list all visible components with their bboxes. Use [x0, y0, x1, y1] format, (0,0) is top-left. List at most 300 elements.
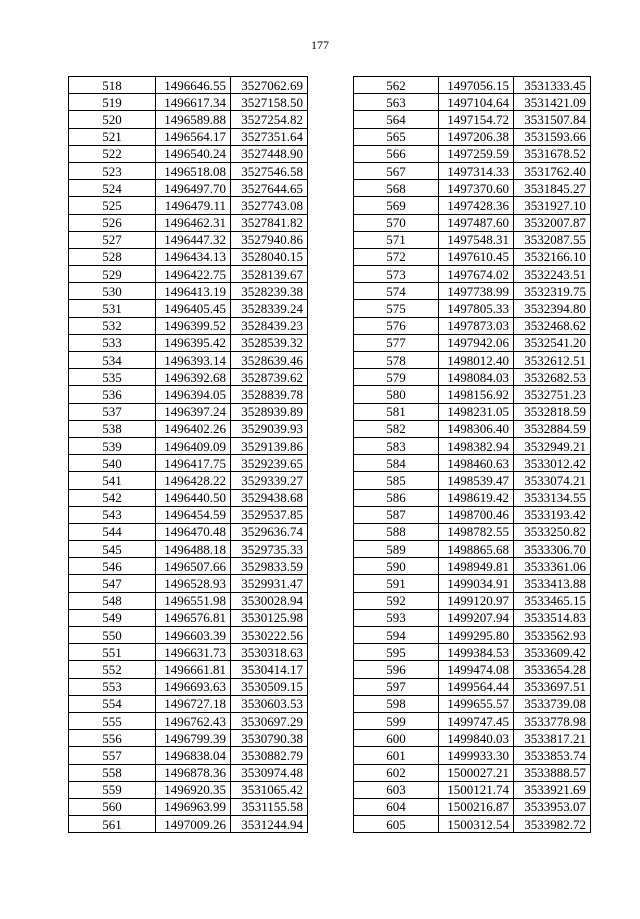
y-coordinate-cell: 3528739.62 — [231, 369, 308, 386]
y-coordinate-cell: 3533982.72 — [514, 816, 591, 833]
x-coordinate-cell: 1496392.68 — [156, 369, 231, 386]
y-coordinate-cell: 3530974.48 — [231, 764, 308, 781]
y-coordinate-cell: 3528239.38 — [231, 283, 308, 300]
x-coordinate-cell: 1498539.47 — [439, 472, 514, 489]
point-number-cell: 541 — [69, 472, 156, 489]
table-row — [354, 128, 591, 145]
x-coordinate-cell: 1499655.57 — [439, 695, 514, 712]
point-number-cell: 574 — [354, 283, 439, 300]
point-number-cell: 601 — [354, 747, 439, 764]
point-number-cell: 548 — [69, 592, 156, 609]
table-row — [69, 712, 308, 729]
point-number-cell: 563 — [354, 94, 439, 111]
y-coordinate-cell: 3531333.45 — [514, 77, 591, 94]
point-number-cell: 531 — [69, 300, 156, 317]
table-row — [69, 162, 308, 179]
coordinates-table-right — [353, 76, 591, 833]
point-number-cell: 542 — [69, 489, 156, 506]
point-number-cell: 586 — [354, 489, 439, 506]
table-row — [69, 523, 308, 540]
point-number-cell: 598 — [354, 695, 439, 712]
x-coordinate-cell: 1496646.55 — [156, 77, 231, 94]
point-number-cell: 549 — [69, 609, 156, 626]
point-number-cell: 593 — [354, 609, 439, 626]
point-number-cell: 581 — [354, 403, 439, 420]
x-coordinate-cell: 1496661.81 — [156, 661, 231, 678]
table-row — [69, 747, 308, 764]
table-row — [354, 386, 591, 403]
x-coordinate-cell: 1497206.38 — [439, 128, 514, 145]
x-coordinate-cell: 1496518.08 — [156, 162, 231, 179]
x-coordinate-cell: 1498231.05 — [439, 403, 514, 420]
y-coordinate-cell: 3533012.42 — [514, 455, 591, 472]
x-coordinate-cell: 1499384.53 — [439, 644, 514, 661]
table-row — [69, 77, 308, 94]
x-coordinate-cell: 1496878.36 — [156, 764, 231, 781]
y-coordinate-cell: 3530603.53 — [231, 695, 308, 712]
point-number-cell: 566 — [354, 145, 439, 162]
point-number-cell: 556 — [69, 730, 156, 747]
y-coordinate-cell: 3532884.59 — [514, 420, 591, 437]
table-row — [354, 334, 591, 351]
x-coordinate-cell: 1497610.45 — [439, 248, 514, 265]
y-coordinate-cell: 3528939.89 — [231, 403, 308, 420]
x-coordinate-cell: 1496551.98 — [156, 592, 231, 609]
point-number-cell: 583 — [354, 437, 439, 454]
table-row — [69, 197, 308, 214]
point-number-cell: 520 — [69, 111, 156, 128]
table-row — [354, 300, 591, 317]
x-coordinate-cell: 1498949.81 — [439, 558, 514, 575]
x-coordinate-cell: 1496963.99 — [156, 798, 231, 815]
x-coordinate-cell: 1500216.87 — [439, 798, 514, 815]
y-coordinate-cell: 3527448.90 — [231, 145, 308, 162]
point-number-cell: 587 — [354, 506, 439, 523]
table-row — [69, 386, 308, 403]
x-coordinate-cell: 1497104.64 — [439, 94, 514, 111]
point-number-cell: 564 — [354, 111, 439, 128]
table-row — [354, 489, 591, 506]
table-row — [69, 437, 308, 454]
y-coordinate-cell: 3533697.51 — [514, 678, 591, 695]
point-number-cell: 558 — [69, 764, 156, 781]
point-number-cell: 597 — [354, 678, 439, 695]
y-coordinate-cell: 3533921.69 — [514, 781, 591, 798]
table-row — [69, 506, 308, 523]
y-coordinate-cell: 3527254.82 — [231, 111, 308, 128]
table-row — [354, 816, 591, 833]
x-coordinate-cell: 1498865.68 — [439, 541, 514, 558]
table-row — [69, 661, 308, 678]
table-row — [354, 627, 591, 644]
table-row — [69, 695, 308, 712]
point-number-cell: 575 — [354, 300, 439, 317]
x-coordinate-cell: 1496413.19 — [156, 283, 231, 300]
y-coordinate-cell: 3529537.85 — [231, 506, 308, 523]
x-coordinate-cell: 1496409.09 — [156, 437, 231, 454]
y-coordinate-cell: 3533074.21 — [514, 472, 591, 489]
point-number-cell: 602 — [354, 764, 439, 781]
x-coordinate-cell: 1497487.60 — [439, 214, 514, 231]
y-coordinate-cell: 3527743.08 — [231, 197, 308, 214]
table-row — [69, 816, 308, 833]
y-coordinate-cell: 3530509.15 — [231, 678, 308, 695]
y-coordinate-cell: 3527940.86 — [231, 231, 308, 248]
table-row — [69, 111, 308, 128]
point-number-cell: 603 — [354, 781, 439, 798]
table-row — [354, 352, 591, 369]
x-coordinate-cell: 1500312.54 — [439, 816, 514, 833]
x-coordinate-cell: 1499840.03 — [439, 730, 514, 747]
table-row — [69, 231, 308, 248]
x-coordinate-cell: 1496589.88 — [156, 111, 231, 128]
x-coordinate-cell: 1497314.33 — [439, 162, 514, 179]
point-number-cell: 594 — [354, 627, 439, 644]
point-number-cell: 599 — [354, 712, 439, 729]
y-coordinate-cell: 3531421.09 — [514, 94, 591, 111]
y-coordinate-cell: 3533306.70 — [514, 541, 591, 558]
y-coordinate-cell: 3533654.28 — [514, 661, 591, 678]
table-row — [69, 420, 308, 437]
table-row — [69, 798, 308, 815]
y-coordinate-cell: 3532949.21 — [514, 437, 591, 454]
x-coordinate-cell: 1496447.32 — [156, 231, 231, 248]
x-coordinate-cell: 1498156.92 — [439, 386, 514, 403]
point-number-cell: 576 — [354, 317, 439, 334]
y-coordinate-cell: 3532319.75 — [514, 283, 591, 300]
point-number-cell: 590 — [354, 558, 439, 575]
table-row — [354, 437, 591, 454]
table-row — [69, 266, 308, 283]
x-coordinate-cell: 1499474.08 — [439, 661, 514, 678]
x-coordinate-cell: 1496497.70 — [156, 180, 231, 197]
table-row — [69, 403, 308, 420]
table-row — [69, 644, 308, 661]
table-row — [69, 781, 308, 798]
point-number-cell: 592 — [354, 592, 439, 609]
point-number-cell: 528 — [69, 248, 156, 265]
table-body — [69, 77, 308, 833]
x-coordinate-cell: 1497805.33 — [439, 300, 514, 317]
table-row — [69, 575, 308, 592]
point-number-cell: 546 — [69, 558, 156, 575]
y-coordinate-cell: 3530790.38 — [231, 730, 308, 747]
point-number-cell: 521 — [69, 128, 156, 145]
y-coordinate-cell: 3533562.93 — [514, 627, 591, 644]
x-coordinate-cell: 1496394.05 — [156, 386, 231, 403]
point-number-cell: 557 — [69, 747, 156, 764]
y-coordinate-cell: 3529039.93 — [231, 420, 308, 437]
table-row — [69, 248, 308, 265]
point-number-cell: 585 — [354, 472, 439, 489]
y-coordinate-cell: 3527158.50 — [231, 94, 308, 111]
point-number-cell: 596 — [354, 661, 439, 678]
point-number-cell: 573 — [354, 266, 439, 283]
table-row — [354, 747, 591, 764]
table-row — [354, 541, 591, 558]
point-number-cell: 554 — [69, 695, 156, 712]
table-row — [354, 248, 591, 265]
y-coordinate-cell: 3532394.80 — [514, 300, 591, 317]
y-coordinate-cell: 3528040.15 — [231, 248, 308, 265]
point-number-cell: 518 — [69, 77, 156, 94]
y-coordinate-cell: 3533361.06 — [514, 558, 591, 575]
x-coordinate-cell: 1497674.02 — [439, 266, 514, 283]
x-coordinate-cell: 1496422.75 — [156, 266, 231, 283]
x-coordinate-cell: 1496397.24 — [156, 403, 231, 420]
y-coordinate-cell: 3528539.32 — [231, 334, 308, 351]
point-number-cell: 524 — [69, 180, 156, 197]
x-coordinate-cell: 1498782.55 — [439, 523, 514, 540]
x-coordinate-cell: 1500027.21 — [439, 764, 514, 781]
table-row — [354, 77, 591, 94]
table-row — [69, 472, 308, 489]
y-coordinate-cell: 3533514.83 — [514, 609, 591, 626]
y-coordinate-cell: 3530318.63 — [231, 644, 308, 661]
table-row — [354, 214, 591, 231]
point-number-cell: 569 — [354, 197, 439, 214]
y-coordinate-cell: 3530222.56 — [231, 627, 308, 644]
point-number-cell: 579 — [354, 369, 439, 386]
point-number-cell: 595 — [354, 644, 439, 661]
table-row — [354, 730, 591, 747]
point-number-cell: 605 — [354, 816, 439, 833]
point-number-cell: 525 — [69, 197, 156, 214]
x-coordinate-cell: 1498306.40 — [439, 420, 514, 437]
table-row — [354, 180, 591, 197]
x-coordinate-cell: 1496603.39 — [156, 627, 231, 644]
point-number-cell: 604 — [354, 798, 439, 815]
table-row — [354, 592, 591, 609]
point-number-cell: 545 — [69, 541, 156, 558]
y-coordinate-cell: 3531927.10 — [514, 197, 591, 214]
table-row — [69, 334, 308, 351]
x-coordinate-cell: 1496393.14 — [156, 352, 231, 369]
x-coordinate-cell: 1499933.30 — [439, 747, 514, 764]
x-coordinate-cell: 1497738.99 — [439, 283, 514, 300]
table-row — [69, 558, 308, 575]
y-coordinate-cell: 3532682.53 — [514, 369, 591, 386]
y-coordinate-cell: 3533609.42 — [514, 644, 591, 661]
y-coordinate-cell: 3527841.82 — [231, 214, 308, 231]
y-coordinate-cell: 3528839.78 — [231, 386, 308, 403]
y-coordinate-cell: 3532612.51 — [514, 352, 591, 369]
x-coordinate-cell: 1496402.26 — [156, 420, 231, 437]
y-coordinate-cell: 3528639.46 — [231, 352, 308, 369]
table-row — [69, 730, 308, 747]
table-body — [354, 77, 591, 833]
y-coordinate-cell: 3527062.69 — [231, 77, 308, 94]
point-number-cell: 539 — [69, 437, 156, 454]
table-row — [354, 523, 591, 540]
y-coordinate-cell: 3531845.27 — [514, 180, 591, 197]
point-number-cell: 526 — [69, 214, 156, 231]
table-row — [69, 455, 308, 472]
x-coordinate-cell: 1496799.39 — [156, 730, 231, 747]
y-coordinate-cell: 3532751.23 — [514, 386, 591, 403]
y-coordinate-cell: 3533250.82 — [514, 523, 591, 540]
x-coordinate-cell: 1496462.31 — [156, 214, 231, 231]
table-row — [354, 403, 591, 420]
y-coordinate-cell: 3532468.62 — [514, 317, 591, 334]
x-coordinate-cell: 1497009.26 — [156, 816, 231, 833]
point-number-cell: 578 — [354, 352, 439, 369]
y-coordinate-cell: 3530882.79 — [231, 747, 308, 764]
y-coordinate-cell: 3533134.55 — [514, 489, 591, 506]
y-coordinate-cell: 3533413.88 — [514, 575, 591, 592]
y-coordinate-cell: 3531065.42 — [231, 781, 308, 798]
y-coordinate-cell: 3531593.66 — [514, 128, 591, 145]
x-coordinate-cell: 1496405.45 — [156, 300, 231, 317]
y-coordinate-cell: 3530125.98 — [231, 609, 308, 626]
table-row — [354, 231, 591, 248]
table-row — [354, 695, 591, 712]
x-coordinate-cell: 1499747.45 — [439, 712, 514, 729]
table-row — [354, 162, 591, 179]
x-coordinate-cell: 1496470.48 — [156, 523, 231, 540]
x-coordinate-cell: 1496428.22 — [156, 472, 231, 489]
x-coordinate-cell: 1497056.15 — [439, 77, 514, 94]
y-coordinate-cell: 3529239.65 — [231, 455, 308, 472]
point-number-cell: 567 — [354, 162, 439, 179]
point-number-cell: 562 — [354, 77, 439, 94]
table-row — [69, 128, 308, 145]
x-coordinate-cell: 1496434.13 — [156, 248, 231, 265]
y-coordinate-cell: 3528139.67 — [231, 266, 308, 283]
table-row — [354, 197, 591, 214]
x-coordinate-cell: 1496564.17 — [156, 128, 231, 145]
x-coordinate-cell: 1497154.72 — [439, 111, 514, 128]
x-coordinate-cell: 1496631.73 — [156, 644, 231, 661]
y-coordinate-cell: 3528439.23 — [231, 317, 308, 334]
coordinates-table-left — [68, 76, 308, 833]
y-coordinate-cell: 3533888.57 — [514, 764, 591, 781]
table-row — [354, 661, 591, 678]
point-number-cell: 544 — [69, 523, 156, 540]
x-coordinate-cell: 1496540.24 — [156, 145, 231, 162]
table-row — [354, 317, 591, 334]
point-number-cell: 577 — [354, 334, 439, 351]
y-coordinate-cell: 3532087.55 — [514, 231, 591, 248]
table-row — [354, 266, 591, 283]
table-row — [354, 111, 591, 128]
y-coordinate-cell: 3531155.58 — [231, 798, 308, 815]
x-coordinate-cell: 1496920.35 — [156, 781, 231, 798]
x-coordinate-cell: 1496762.43 — [156, 712, 231, 729]
point-number-cell: 571 — [354, 231, 439, 248]
y-coordinate-cell: 3529735.33 — [231, 541, 308, 558]
y-coordinate-cell: 3531244.94 — [231, 816, 308, 833]
point-number-cell: 533 — [69, 334, 156, 351]
y-coordinate-cell: 3530414.17 — [231, 661, 308, 678]
table-row — [69, 678, 308, 695]
table-row — [354, 145, 591, 162]
y-coordinate-cell: 3529636.74 — [231, 523, 308, 540]
y-coordinate-cell: 3528339.24 — [231, 300, 308, 317]
table-row — [69, 283, 308, 300]
point-number-cell: 551 — [69, 644, 156, 661]
table-row — [69, 180, 308, 197]
table-row — [354, 506, 591, 523]
page-number: 177 — [311, 38, 329, 52]
point-number-cell: 534 — [69, 352, 156, 369]
x-coordinate-cell: 1496576.81 — [156, 609, 231, 626]
x-coordinate-cell: 1496488.18 — [156, 541, 231, 558]
point-number-cell: 600 — [354, 730, 439, 747]
point-number-cell: 561 — [69, 816, 156, 833]
table-row — [69, 369, 308, 386]
point-number-cell: 547 — [69, 575, 156, 592]
table-row — [69, 352, 308, 369]
x-coordinate-cell: 1498460.63 — [439, 455, 514, 472]
x-coordinate-cell: 1497370.60 — [439, 180, 514, 197]
table-row — [354, 644, 591, 661]
y-coordinate-cell: 3529339.27 — [231, 472, 308, 489]
x-coordinate-cell: 1498012.40 — [439, 352, 514, 369]
point-number-cell: 560 — [69, 798, 156, 815]
table-row — [354, 472, 591, 489]
y-coordinate-cell: 3529931.47 — [231, 575, 308, 592]
point-number-cell: 537 — [69, 403, 156, 420]
point-number-cell: 565 — [354, 128, 439, 145]
x-coordinate-cell: 1499120.97 — [439, 592, 514, 609]
table-row — [69, 609, 308, 626]
table-row — [354, 678, 591, 695]
table-row — [69, 317, 308, 334]
y-coordinate-cell: 3532166.10 — [514, 248, 591, 265]
x-coordinate-cell: 1496507.66 — [156, 558, 231, 575]
table-row — [69, 627, 308, 644]
y-coordinate-cell: 3532007.87 — [514, 214, 591, 231]
table-row — [354, 558, 591, 575]
x-coordinate-cell: 1496454.59 — [156, 506, 231, 523]
y-coordinate-cell: 3527546.58 — [231, 162, 308, 179]
point-number-cell: 580 — [354, 386, 439, 403]
point-number-cell: 538 — [69, 420, 156, 437]
y-coordinate-cell: 3529833.59 — [231, 558, 308, 575]
point-number-cell: 568 — [354, 180, 439, 197]
point-number-cell: 522 — [69, 145, 156, 162]
point-number-cell: 536 — [69, 386, 156, 403]
y-coordinate-cell: 3532818.59 — [514, 403, 591, 420]
y-coordinate-cell: 3527644.65 — [231, 180, 308, 197]
table-row — [354, 798, 591, 815]
x-coordinate-cell: 1496417.75 — [156, 455, 231, 472]
table-row — [354, 712, 591, 729]
table-row — [354, 369, 591, 386]
table-row — [69, 764, 308, 781]
x-coordinate-cell: 1496528.93 — [156, 575, 231, 592]
table-row — [354, 283, 591, 300]
table-row — [69, 94, 308, 111]
point-number-cell: 555 — [69, 712, 156, 729]
x-coordinate-cell: 1497873.03 — [439, 317, 514, 334]
table-row — [69, 145, 308, 162]
point-number-cell: 553 — [69, 678, 156, 695]
y-coordinate-cell: 3533739.08 — [514, 695, 591, 712]
y-coordinate-cell: 3530697.29 — [231, 712, 308, 729]
table-row — [354, 781, 591, 798]
point-number-cell: 552 — [69, 661, 156, 678]
x-coordinate-cell: 1496727.18 — [156, 695, 231, 712]
y-coordinate-cell: 3532541.20 — [514, 334, 591, 351]
point-number-cell: 543 — [69, 506, 156, 523]
x-coordinate-cell: 1499207.94 — [439, 609, 514, 626]
y-coordinate-cell: 3529438.68 — [231, 489, 308, 506]
y-coordinate-cell: 3533193.42 — [514, 506, 591, 523]
point-number-cell: 535 — [69, 369, 156, 386]
y-coordinate-cell: 3531678.52 — [514, 145, 591, 162]
